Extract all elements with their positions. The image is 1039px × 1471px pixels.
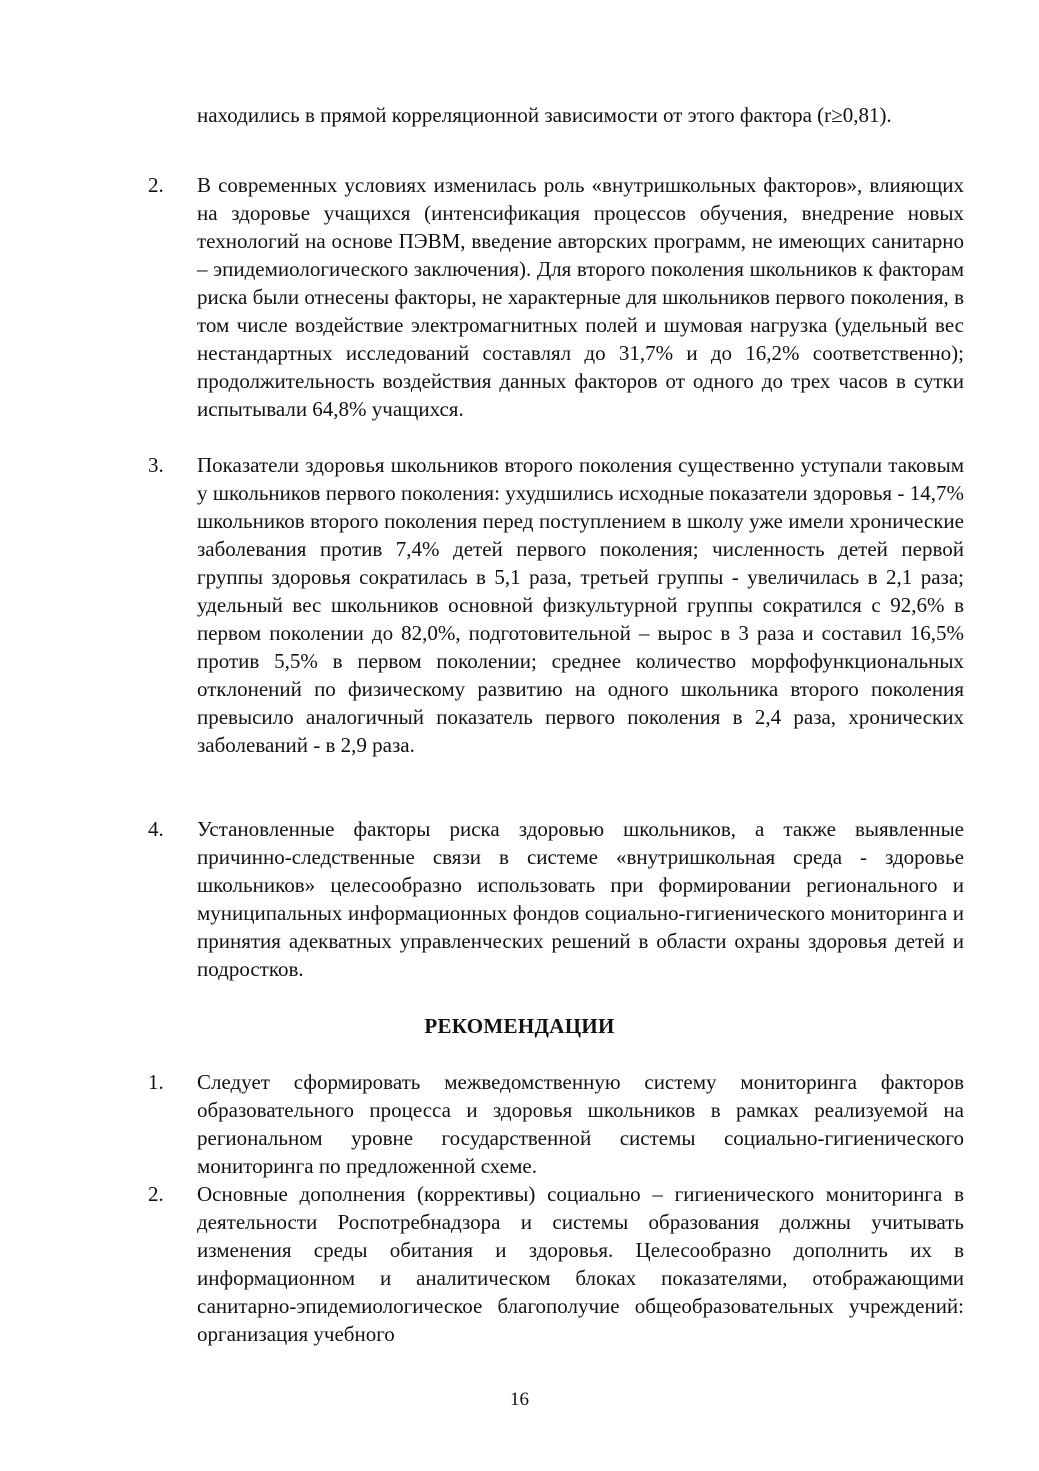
- page-number: 16: [510, 1389, 529, 1410]
- list-number: 4.: [148, 817, 164, 841]
- list-item-text: Следует сформировать межведомственную систему мониторинга факторов образовательного процесса и здоровья школьников в рамках реализуемой на региональном уровне государственной системы социально-гигиенического мониторинга по предложенной схеме.: [197, 1070, 964, 1178]
- list-item-text: Основные дополнения (коррективы) социально – гигиенического мониторинга в деятельности Роспотребнадзора и системы образования должны учитывать изменения среды обитания и здоровья. Целесообразно дополнить их в информационном и аналитическом блоках показателями, отображающими санитарно-эпидемиологическое благополучие общеобразовательных учреждений: организация учебного: [197, 1182, 964, 1346]
- list-number: 2.: [148, 173, 164, 197]
- recommendations-heading: РЕКОМЕНДАЦИИ: [424, 1014, 615, 1038]
- list-item-text: Показатели здоровья школьников второго поколения существенно уступали таковым у школьников первого поколения: ухудшились исходные показатели здоровья - 14,7% школьников второго поколения перед поступлением в школу уже имели хронические заболевания против 7,4% детей первого поколения; численность детей первой группы здоровья сократилась в 5,1 раза, третьей группы - увеличилась в 2,1 раза; удельный вес школьников основной физкультурной группы сократился с 92,6% в первом поколении до 82,0%, подготовительной – вырос в 3 раза и составил 16,5% против 5,5% в первом поколении; среднее количество морфофункциональных отклонений по физическому развитию на одного школьника второго поколения превысило аналогичный показатель первого поколения в 2,4 раза, хронических заболеваний - в 2,9 раза.: [197, 453, 964, 757]
- list-item-text: Установленные факторы риска здоровью школьников, а также выявленные причинно-следственные связи в системе «внутришкольная среда - здоровье школьников» целесообразно использовать при формировании регионального и муниципальных информационных фондов социально-гигиенического мониторинга и принятия адекватных управленческих решений в области охраны здоровья детей и подростков.: [197, 817, 964, 981]
- list-number: 3.: [148, 453, 164, 477]
- list-item-text: В современных условиях изменилась роль «внутришкольных факторов», влияющих на здоровье учащихся (интенсификация процессов обучения, внедрение новых технологий на основе ПЭВМ, введение авторских программ, не имеющих санитарно – эпидемиологического заключения). Для второго поколения школьников к факторам риска были отнесены факторы, не характерные для школьников первого поколения, в том числе воздействие электромагнитных полей и шумовая нагрузка (удельный вес нестандартных исследований составлял до 31,7% и до 16,2% соответственно); продолжительность воздействия данных факторов от одного до трех часов в сутки испытывали 64,8% учащихся.: [197, 173, 964, 421]
- list-number: 1.: [148, 1070, 164, 1094]
- list-number: 2.: [148, 1182, 164, 1206]
- continuation-paragraph: находились в прямой корреляционной зависимости от этого фактора (r≥0,81).: [197, 103, 892, 127]
